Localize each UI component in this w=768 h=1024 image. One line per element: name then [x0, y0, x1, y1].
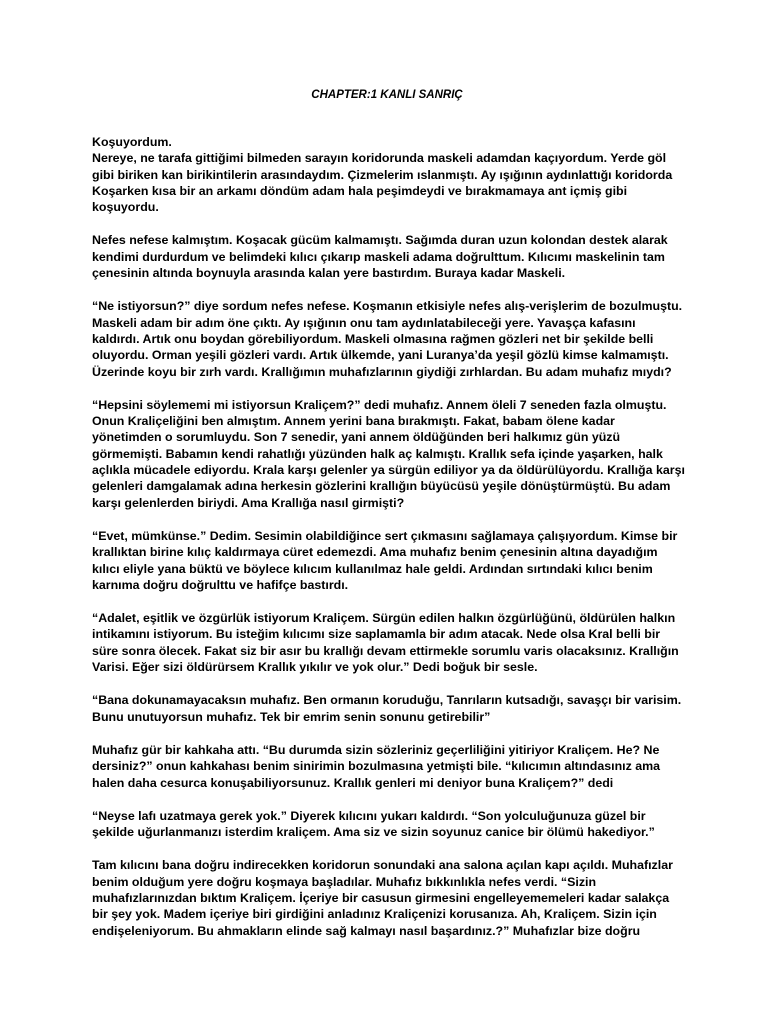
text-line: Nereye, ne tarafa gittiğimi bilmeden sarayın koridorunda maskeli adamdan kaçıyordum. Yerde göl: [92, 151, 667, 166]
paragraph: [92, 298, 682, 379]
text-line: benim olduğum yere doğru koşmaya başladılar. Muhafız bıkkınlıkla nefes verdi. “Sizin: [92, 874, 597, 889]
text-line: yönetimden o sorumluydu. Son 7 senedir, yani annem öldüğünden beri halkımız gün yüzü: [92, 430, 621, 445]
text-line: Onun Kraliçeliğini ben almıştım. Annem yerini bana bırakmıştı. Fakat, babam ölene kadar: [92, 414, 615, 429]
paragraph: [92, 134, 682, 215]
text-line: koşuyordu.: [92, 200, 159, 215]
text-line: “Ne istiyorsun?” diye sordum nefes nefese. Koşmanın etkisiyle nefes alış-verişlerim de bozulmuştu.: [92, 299, 683, 314]
text-line: muhafızlarınızdan bıktım Kraliçem. İçeriye bir casusun girmesini engelleyememeleri kadar salakça: [92, 890, 670, 905]
text-line: intikamını istiyorum. Bu isteğim kılıcımı size saplamamla bir adım atacak. Nede olsa Kral belli bir: [92, 627, 661, 642]
text-line: karnıma doğru doğrulttu ve hafifçe bastırdı.: [92, 577, 349, 592]
text-line: Bunu unutuyorsun muhafız. Tek bir emrim senin sonunu getirebilir”: [92, 709, 491, 724]
text-line: Üzerinde koyu bir zırh vardı. Krallığımın muhafızlarının giydiği zırhlardan. Bu adam muhafız mıydı?: [92, 364, 672, 379]
text-line: şekilde uğurlanmanızı isterdim kraliçem. Ama siz ve sizin soyunuz canice bir ölümü hakediyor.”: [92, 825, 655, 840]
text-line: “Evet, mümkünse.” Dedim. Sesimin olabildiğince sert çıkmasını sağlamaya çalışıyordum. Kimse bir: [92, 528, 678, 543]
text-line: görmemişti. Babamın kendi rahatlığı yüzünden halk aç kalmıştı. Krallık sefa içinde yaşarken, halk: [92, 446, 663, 461]
text-line: Koşuyordum.: [92, 135, 172, 149]
paragraph: [92, 610, 682, 675]
text-line: gibi biriken kan birikintilerin arasındaydım. Çizmelerim ıslanmıştı. Ay ışığının aydınlattığı koridorda: [92, 167, 673, 182]
chapter-title: CHAPTER:1 KANLI SANRIÇ: [311, 89, 463, 101]
text-line: “Hepsini söylememi mi istiyorsun Kraliçem?” dedi muhafız. Annem öleli 7 seneden fazla olmuştu.: [92, 397, 667, 412]
paragraph: [92, 528, 682, 593]
text-line: gelenleri damgalamak adına herkesin gözlerini krallığın büyücüsü yeşile dönüştürmüştü. Bu adam: [92, 479, 671, 494]
text-line: kaldırdı. Artık onu boydan görebiliyordum. Maskeli olmasına rağmen gözleri net bir şekilde belli: [92, 331, 654, 346]
paragraph: [92, 232, 682, 281]
paragraph: [92, 857, 682, 938]
text-line: Tam kılıcını bana doğru indirecekken koridorun sonundaki ana salona açılan kapı açıldı. Muhafızlar: [92, 858, 673, 873]
text-line: Maskeli adam bir adım öne çıktı. Ay ışığının onu tam aydınlatabileceği yere. Yavaşça kafasını: [92, 315, 636, 330]
text-line: “Adalet, eşitlik ve özgürlük istiyorum Kraliçem. Sürgün edilen halkın özgürlüğünü, öldürülen halkın: [92, 611, 676, 626]
text-line: halen daha cesurca konuşabiliyorsunuz. Krallık genleri mi deniyor buna Kraliçem?” dedi: [92, 775, 614, 790]
text-line: Muhafız gür bir kahkaha attı. “Bu durumda sizin sözleriniz geçerliliğini yitiriyor Kraliçem. He? Ne: [92, 742, 660, 757]
text-line: Varisi. Eğer sizi öldürürsem Krallık yıkılır ve yok olur.” Dedi boğuk bir sesle.: [92, 660, 538, 675]
text-line: açlıkla mücadele ediyordu. Krala karşı gelenler ya sürgün ediliyor ya da öldürülüyordu. Krallığa karşı: [92, 463, 685, 478]
text-line: kendimi durdurdum ve belimdeki kılıcı çıkarıp maskeli adama doğrulttum. Kılıcımı maskelinin tam: [92, 249, 665, 264]
text-line: dersiniz?” onun kahkahası benim sinirimin bozulmasına yetmişti bile. “kılıcımın altındasınız ama: [92, 759, 661, 774]
paragraph: [92, 808, 682, 841]
text-line: endişeleniyorum. Bu ahmakların elinde sağ kalmayı nasıl başardınız.?” Muhafızlar bize doğru: [92, 923, 641, 938]
paragraph: [92, 692, 682, 725]
text-line: çenesinin altında boynuyla arasında kalan yere bastırdım. Buraya kadar Maskeli.: [92, 266, 566, 281]
text-line: kılıcı eliyle yana büktü ve böylece kılıcım kullanılmaz hale geldi. Ardından sırtındaki kılıcı benim: [92, 561, 653, 576]
text-line: Nefes nefese kalmıştım. Koşacak gücüm kalmamıştı. Sağımda duran uzun kolondan destek alarak: [92, 233, 668, 248]
document-page: [92, 87, 685, 956]
text-line: bir şey yok. Madem içeriye biri girdiğini anladınız Kraliçenizi korusanıza. Ah, Kraliçem. Sizin için: [92, 907, 657, 922]
text-line: süre sonra ölecek. Fakat siz bir asır bu krallığı devam ettirmekle sorumlu varis olacaksınız. Krallığın: [92, 643, 679, 658]
text-line: oluyordu. Orman yeşili gözleri vardı. Artık ülkemde, yani Luranya’da yeşil gözlü kimse kalmamıştı.: [92, 348, 669, 363]
text-line: krallıktan birine kılıç kaldırmaya cüret edemezdi. Ama muhafız benim çenesinin altına dayadığım: [92, 545, 658, 560]
paragraph: [92, 742, 682, 791]
text-line: karşı gelenlerden biriydi. Ama Krallığa nasıl girmişti?: [92, 495, 405, 510]
text-line: “Bana dokunamayacaksın muhafız. Ben ormanın koruduğu, Tanrıların kutsadığı, savaşçı bir varisim.: [92, 693, 682, 708]
text-line: “Neyse lafı uzatmaya gerek yok.” Diyerek kılıcını yukarı kaldırdı. “Son yolculuğunuza güzel bir: [92, 808, 646, 823]
document-body: [92, 134, 685, 939]
text-line: Koşarken kısa bir an arkamı döndüm adam hala peşimdeydi ve bırakmamaya ant içmiş gibi: [92, 183, 628, 198]
paragraph: [92, 397, 685, 511]
